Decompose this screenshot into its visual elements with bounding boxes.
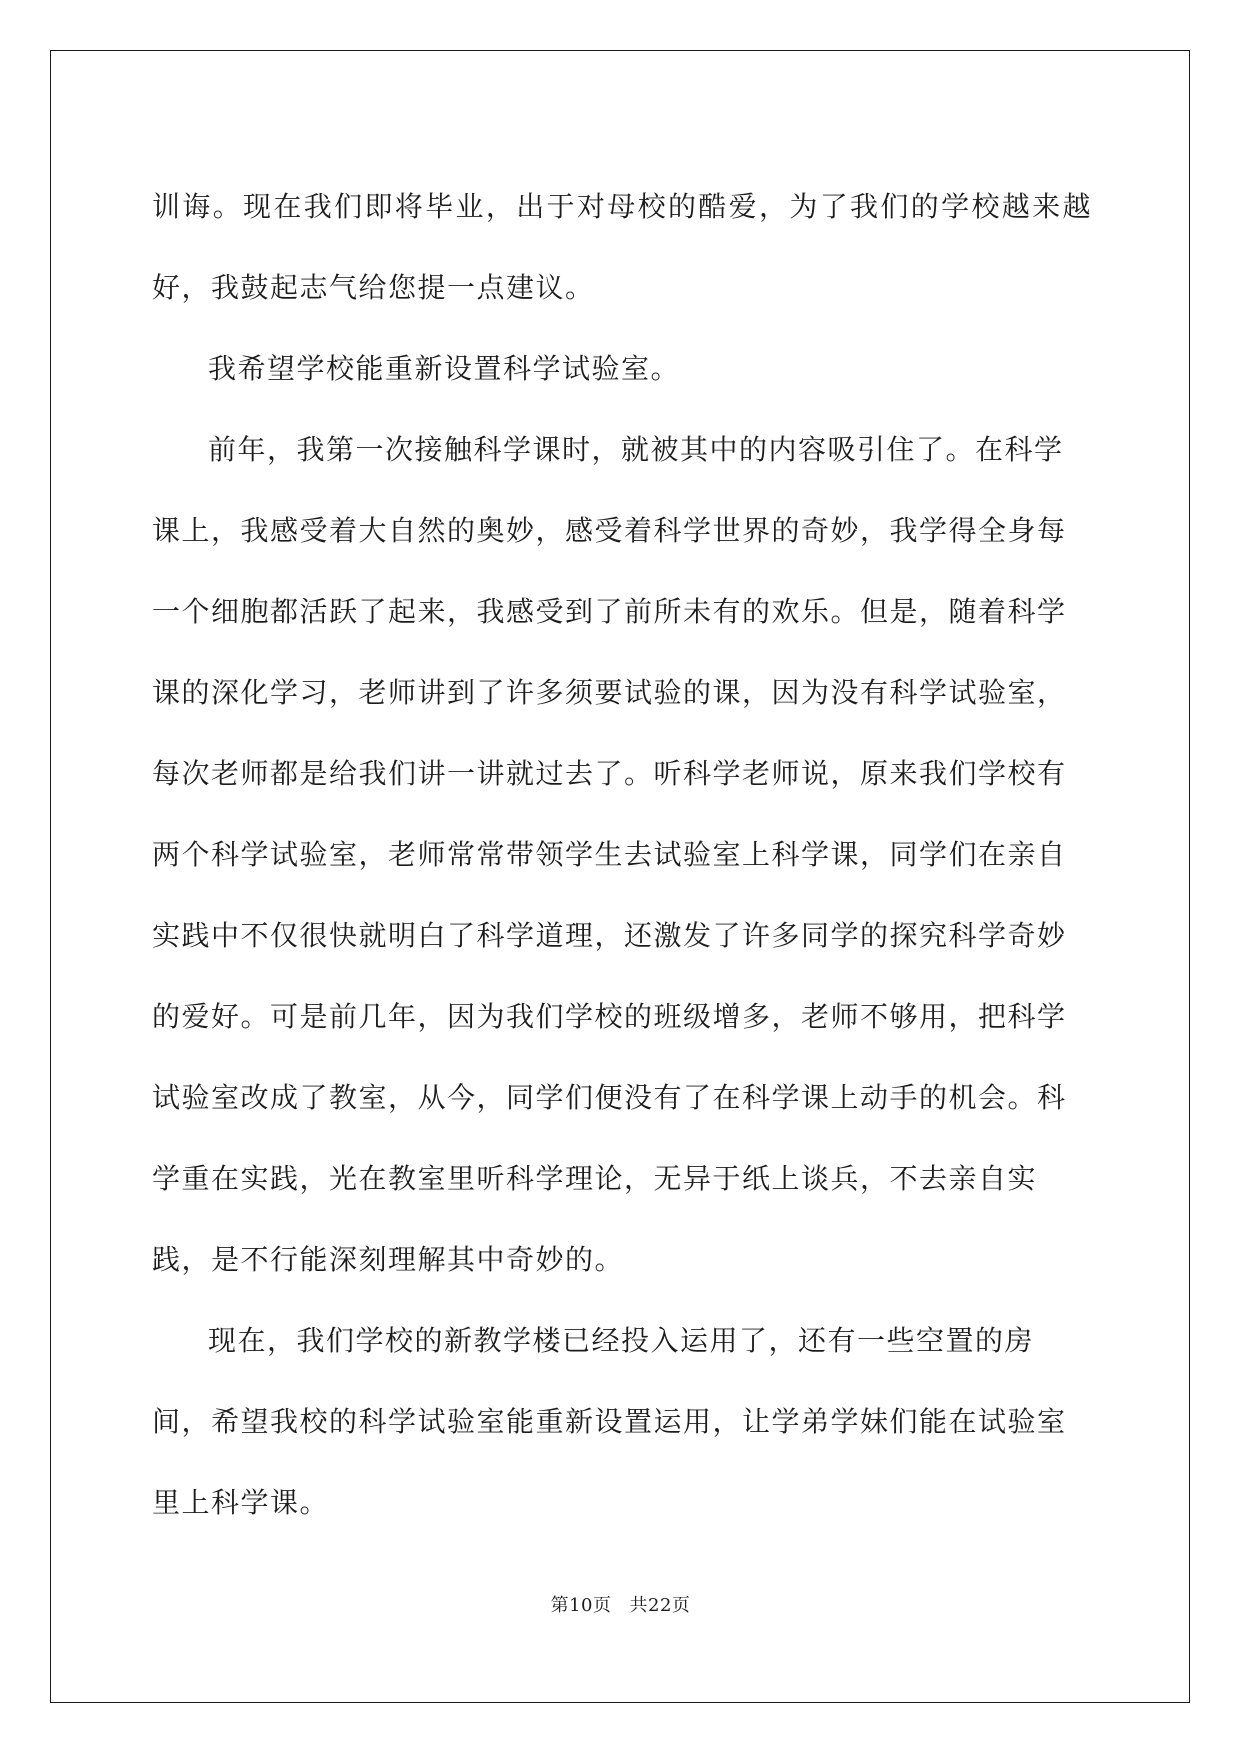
paragraph: 现在，我们学校的新教学楼已经投入运用了，还有一些空置的房间，希望我校的科学试验室能重新设置运用，让学弟学妹们能在试验室里上科学课。 [152, 1324, 1067, 1519]
paragraph: 前年，我第一次接触科学课时，就被其中的内容吸引住了。在科学课上，我感受着大自然的奥妙，感受着科学世界的奇妙，我学得全身每一个细胞都活跃了起来，我感受到了前所未有的欢乐。但是，随着科学课的深化学习，老师讲到了许多须要试验的课，因为没有科学试验室，每次老师都是给我们讲一讲就过去了。听科学老师说，原来我们学校有两个科学试验室，老师常常带领学生去试验室上科学课，同学们在亲自实践中不仅很快就明白了科学道理，还激发了许多同学的探究科学奇妙的爱好。可是前几年，因为我们学校的班级增多，老师不够用，把科学试验室改成了教室，从今，同学们便没有了在科学课上动手的机会。科学重在实践，光在教室里听科学理论，无异于纸上谈兵，不去亲自实践，是不行能深刻理解其中奇妙的。 [152, 433, 1067, 1276]
paragraph: 我希望学校能重新设置科学试验室。 [208, 352, 681, 385]
page-number: 第10页 [550, 1595, 612, 1616]
document-body [152, 166, 1092, 1543]
page-footer [0, 1591, 1241, 1617]
page-total: 共22页 [629, 1595, 691, 1616]
paragraph-continued: 训诲。现在我们即将毕业，出于对母校的酷爱，为了我们的学校越来越好，我鼓起志气给您提一点建议。 [152, 190, 1092, 304]
